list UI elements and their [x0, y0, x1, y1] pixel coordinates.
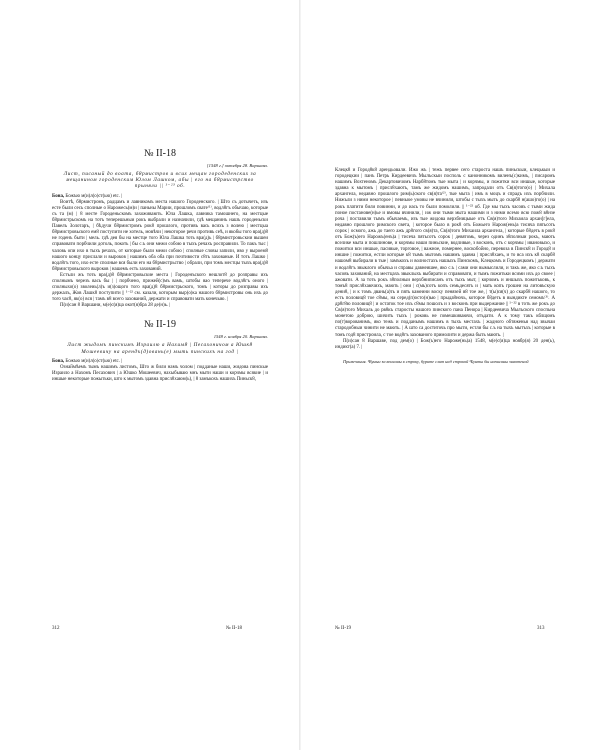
document-dateline: [1548 г.] октября 28. Варшава. — [206, 163, 268, 168]
left-page-text — [52, 148, 268, 383]
body-paragraph: Естъли жъ тоть вра(д)8 б8рмистровьские места | Городенъского нешлот8 до розправы ихъ сполнымъ черезъ вась бы | | порбчено, прижей(с)мъ вамъ, штобы вао теперече водл8гъ оного | сполныхо(о) зволеиь(л)ъ и(з)ощого того вра(д)8 б8рмистрьского, томъ | которы до розправы ихъ держалъ, Жов Лашк8 поступити || ¹⁻²² см. казали, которым выр(о)кa нашого б8рмистровы онь ихъ до того час8, як(о) вся | тамъ в8 всего захований, держати и справовати мать конечыю. | — [52, 272, 268, 303]
document-number: № II-19 — [143, 319, 177, 331]
running-reference: № II-18 — [226, 626, 243, 631]
document-title: Лист, писаный до воата, б8рмистров и всих мещан городеденских за мещанином городенским Юлом Лашком, абы | его на б8рмистрство прыняли || ¹⁻²³ об. — [63, 170, 257, 190]
running-reference: № II-19 — [335, 626, 352, 631]
salutation-rest: Божъю м(и)л(о)ст(ью) etc. | — [64, 358, 123, 364]
body-paragraph: Клецк8 и Город8к8 арендьовали. Ижо жъ | тежъ первее сего староста нашъ пиньскыи, клецькыи и городецкии | панъ Петрь Кирдеевичъ Мылъскыи посполь с канонникомъ виленъ(с)кимъ, | писаромъ нашимъ Вохтеномъ Декартовичомъ Нарб8томъ тые мыта | и корчмы, и пожитки вси иншые, которые здавна к мытомъ | присл8хають, тамъ же жидомъ нашимъ, запродали отъ Св(я)того(о) | Михала архангела, недавно прошлого рим(ь)ского св(я)та⁽²⁾, тые мыта | имъ в моцъ и спрадъ ихъ порбчили. Нижъли з ними некоторое | певныое умовы не вчинили, штобы с тыхъ мыть до скарб8 н(ашо)го(о) | на рокъ платити били повинни, и до иась то были помолили. || ¹⁻²² об. Где мы тыхъ часовъ с тыми жида поное постанове(н)ье и вмовы вчинили, | иж они тыми мыта нашими и з ними всемо всю пож8 в8нзе роча | поставили тымъ обычаемъ, изъ тые жидова верхбницыые отъ Св(я)того Михаила архан[г]ела, недавно прошлого римского света, | которое было в рок8 отъ Божьего Нарож(ень)а тисяча пятьсоть сорок | осмого, ажь до таего ажъ др8гого св(я)та, Св(я)того Михаила архангела, | которые б8деть в рок8 отъ Бож(ъ)его Нарожъ(енъ)а | тисеча пятьсотъ сорок | девятомь, через одинъ з8полныи рокъ, мають вселике мыта и пошлинове, и корчмы наши пиньские, водливые, з восконъ, отъ с корчмы | ивановыхо, и пожитки вси иншые, пасивые, торговое, | важное, помернее, воскобойно, перевоза в Пинск8 и Город8 и иншие | пожитки, естли которые к8 тымъ мытомъ нашимъ здавна | присл8хаеъ, и то вса ихъ к8 скарб8 нашом8 выбирали в тые | замъкохъ и волностахъ нашыхъ Пинскомъ, Клецкомъ и Городецкомъ | держати и водл8гъ звыклого обычьа и справы давнеишее, яко с.ъ | сами они вымыслили, и такъ же, яко с.ъ тыхъ часовъ захований, на местцахъ звыклыхъ выбирати и справовати, и тымъ пожитьки всими ихъ до своее | ажовати. А за тоть рокъ з8полныи верхбниписанъ отъ тыхъ мыт, | корчомъ и иншыхъ пожитьковъ, к томъ8 присл8хаючихъ, мають | они | с(мь)сотъ копъ семьдесятъ и | мать копъ грошеи на литовъскую дени8, | и к томъ двань(а)ть и пять камеини воску пенязей в8 тое же, | т(ы)ся(ч) до скарб8 нашого, то есть половиц8 тое с8мы, на серед(п)осто(н)ью | прыда8ночь, которое б8деть в вындикте семомъ⁽³⁾. А др8г8ю половиц8 | и остаток тое ихъ с8мы пошолъ и з восконъ при выдержание || ¹⁻²² в тоть же рокъ до Св(я)того Михаль до рв8къ старосты нашого пинского пана Пенора | Кирдеевича Мылъского споспьна монетою доброю, шичить тыхъ | роковь не помешкиваючи, отъдати. А к тому такъ кблщомъ по(т)ворованимъ, яко тежъ и подданымъ нашимъ в тыхъ местахъ | жадного обтяженья над звычаи стародобныи чинити не мають. | А што са доститочь про мыти, естли бы с.ъ на тыхъ мытъхъ | которые в томъ год8 пристроила, с тое вод8гъ захованого примолити и держа быть мають. | — [335, 168, 555, 338]
right-page — [301, 0, 600, 750]
right-page-text — [335, 168, 555, 369]
document-ii-18 — [52, 148, 268, 309]
signature-line: П(и)сан 8 Варшани, м(е)с(я)ца окот(я)бра 28 де(н)ь. | — [60, 303, 171, 309]
body-paragraph: Ознаймѣемъ тымъ нашимъ листомъ, Што ж били намъ чолом | подданые наши, жидова пинскые Израило а Нахомъ Песахович | а Юшко Мошеевич, нахыбываю мнъ мыти наши и корчмы всякие | и иншые некоторые пожытьки, што к мытомъ здавна присл8хаюм(ь), | 8 замъкохъ нашихъ Пиньск8, — [52, 364, 268, 383]
footnote: Примечания. ¹Вуныи за вписаны в строку, бурите слит над строкой ²Бунты бы написаны знаотеной — [343, 358, 529, 364]
salutation-name: Бона, — [52, 358, 65, 364]
document-number: № II-18 — [143, 148, 177, 159]
document-title: Лист жыдомъ пинскимъ Израилю а Нахим8 | Песахоничом а Юшк8 Мошеевичу на арендъ(д)овань(е) мыть пинскихъ на год | — [67, 342, 253, 355]
document-dateline: 1548 г. ноября 20. Варшава. — [213, 334, 268, 340]
page-number: 312 — [52, 626, 60, 631]
body-paragraph: Воитѣ, б8рмистромъ, радцамъ и лавникомъ места нашого Городенского. | Што съ дотычеть, изъ есте были сесь сполные о Нарожесь(м)и | паньны Марии, прошломъ свате⁽¹⁾, водл8гъ обычаю, которые съ та (м) | 8 месте Городеньскомъ захоживають. Юла Лашка, лавника тамошнего, на местцыe б8рмистрьскомъ на тотъ теперешьныи рокъ выбрали и назначили, гдѣ мещанинъ нашъ городеньски Павелъ Золотаръ, | бѣдучи б8рмистромъ рок8 прошлого, противъ вась всихъ з волею | местцыa б8рмистровьского ем8 поступити не хотель, мовѣчи | некоторое речи противъ сеѣ, и якобы того вра(д)8 не годенъ быти | мель. гдѣ дея бы на местцe того Юла Лашка тоть вра(д)ь | б8рмистровьскии вышеи справовати порбчили дотоль, покоть | бы с.ъ они межи собою в тыхъ речахъ росправили. То пакъ тыс | чаловь опи ихо в тыхъ речахъ, от которые были межи собою | сполные словы запили, иво у выроем8 нашого концу прислали и выроков | нашимъ оба оба при почтивости с8ть захованые. И тоть Лашко | водл8гъ того, ихо есте сполные вся были его на б8рмистрьство | обрали, при томъ местцы тыхъ вра(д)8 б8рмистровьского выроков | нашемъ есть захований. — [52, 199, 268, 272]
document-ii-19 — [52, 319, 268, 383]
salutation-name: Бона, — [52, 193, 65, 199]
page-number: 313 — [537, 626, 545, 631]
salutation-rest: Божъю м(и)л(о)ст(ью) etc. | — [64, 193, 123, 199]
signature-line: П(и)сан 8 Варшаве, под дем(о) | Бож(ъ)его Нароже(нь)а) 1548, м(е)с(я)ца ноябр(я) 20 ден(ь), индикт(а) 7. | — [335, 338, 555, 350]
